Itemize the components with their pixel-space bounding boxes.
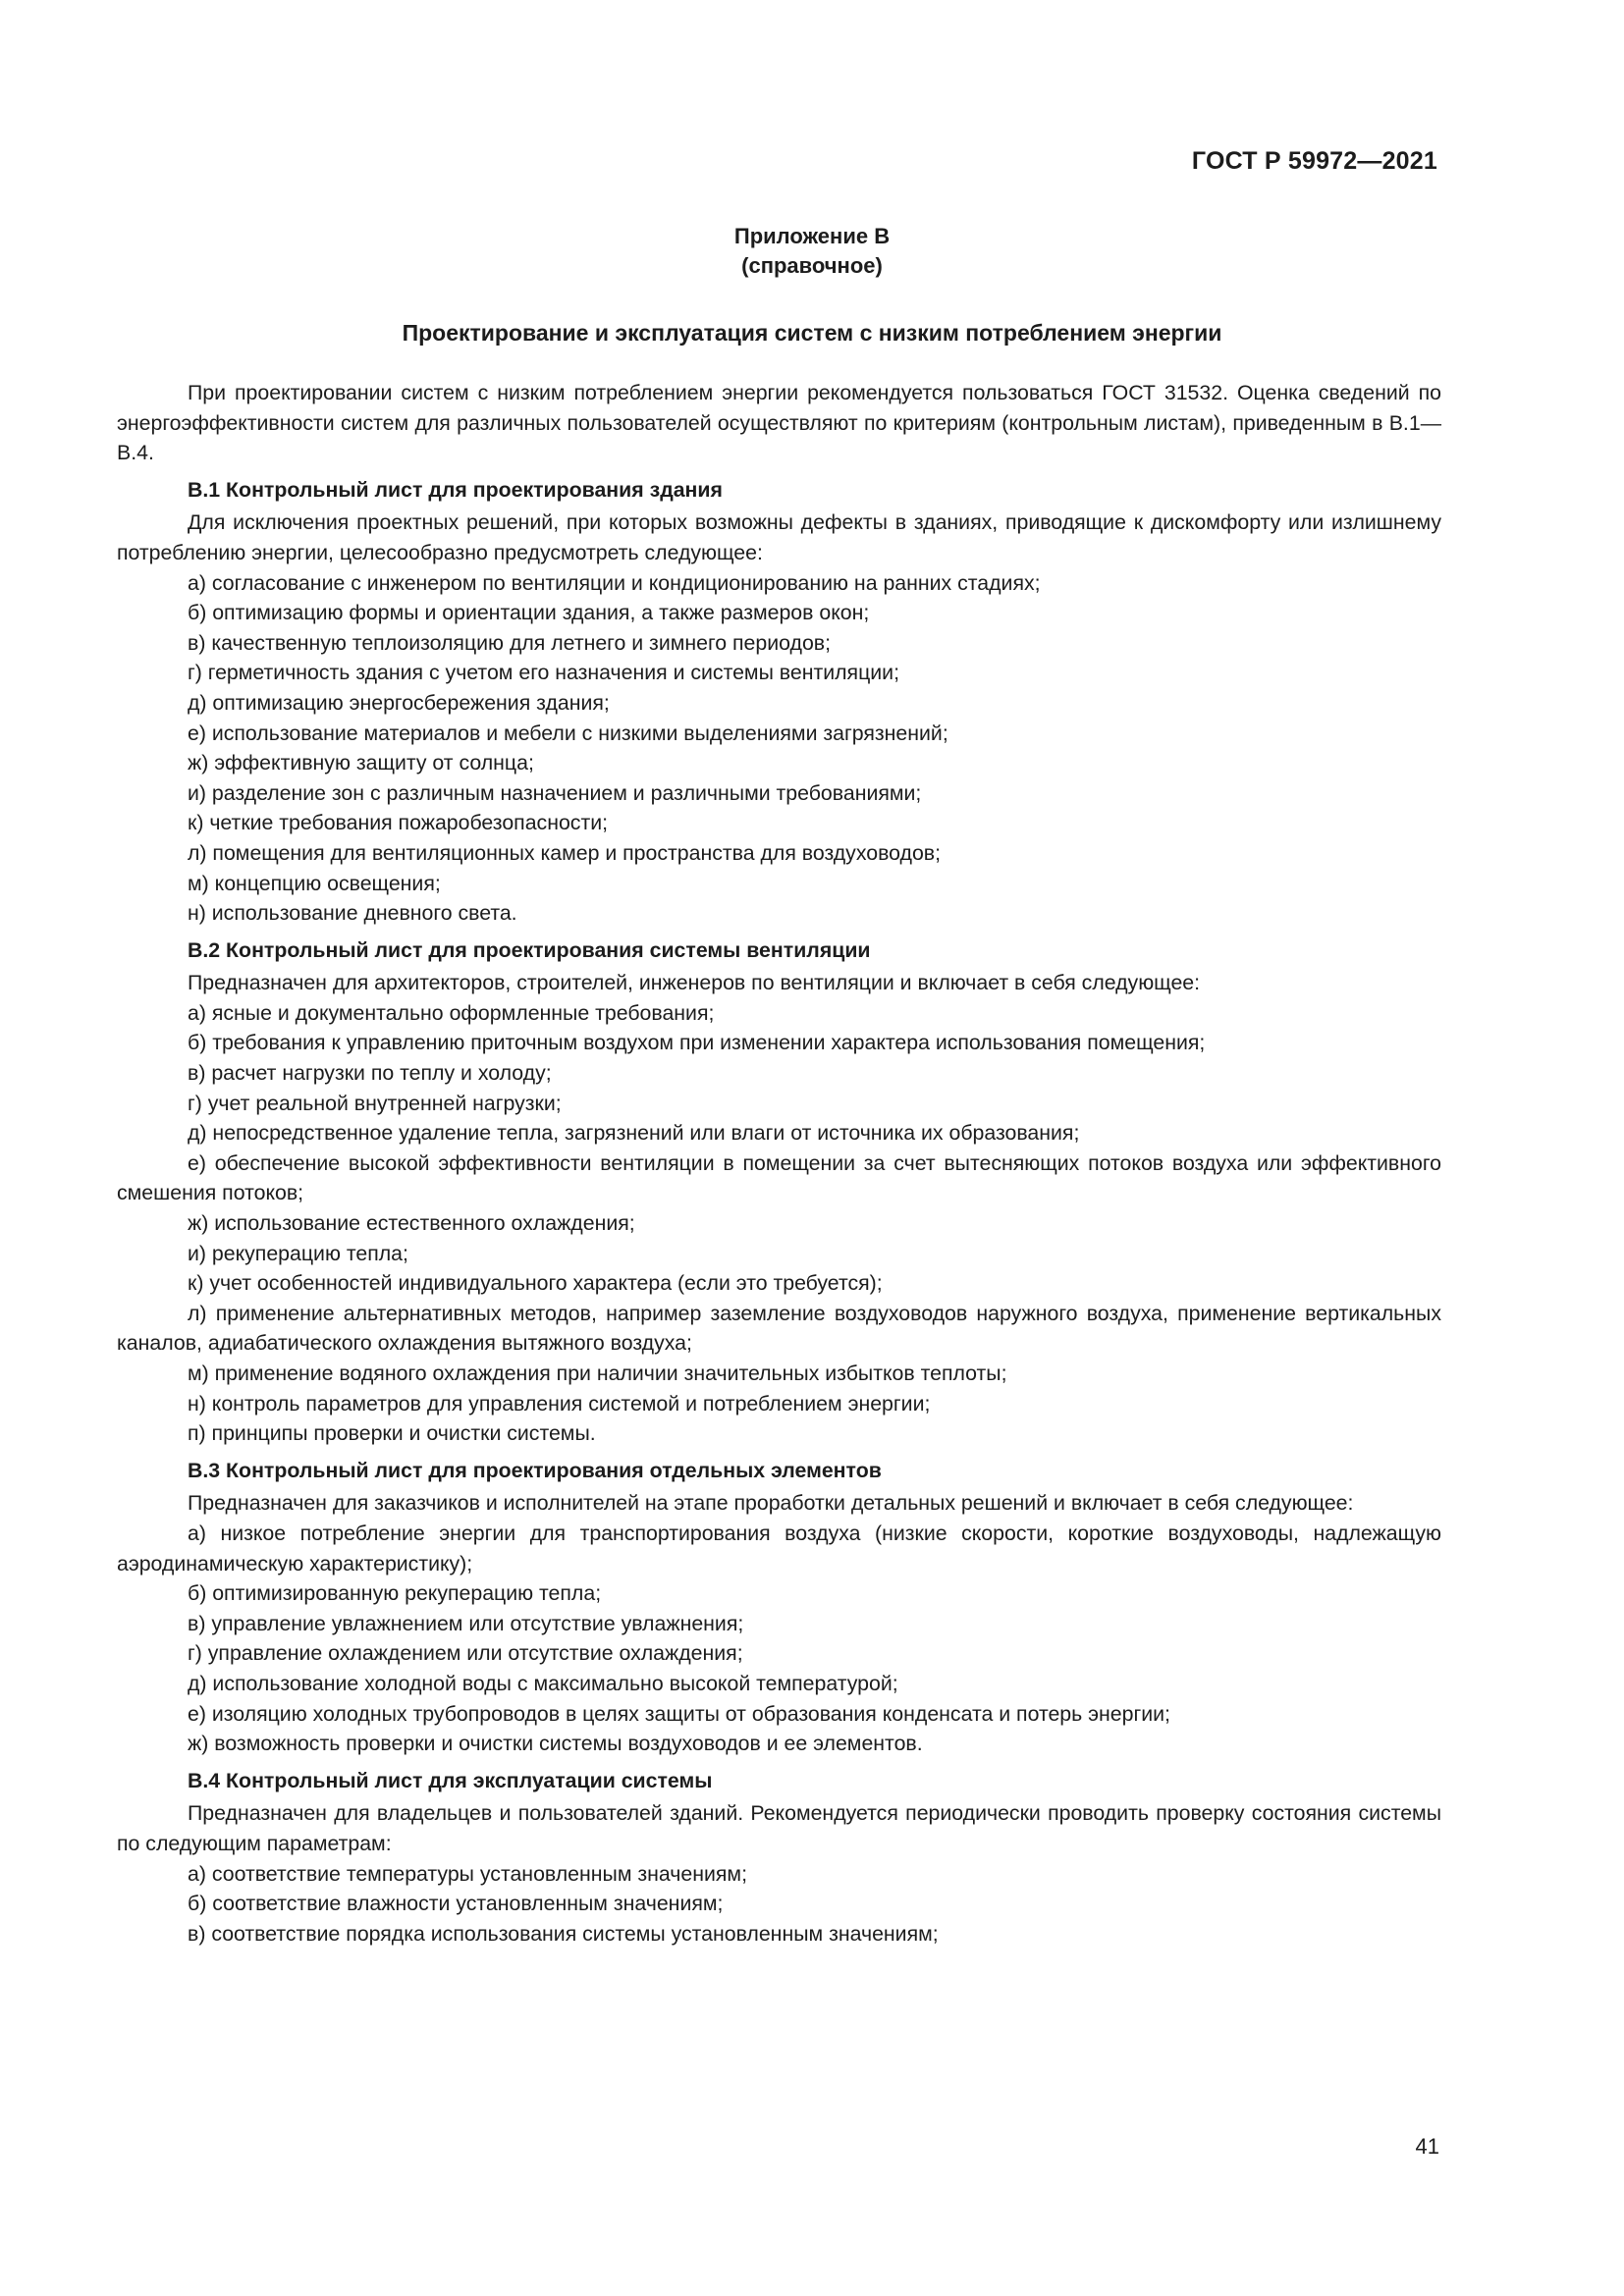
- list-item: г) учет реальной внутренней нагрузки;: [188, 1091, 562, 1115]
- section-intro: Предназначен для архитекторов, строителей, инженеров по вентиляции и включает в себя следующее:: [188, 971, 1201, 995]
- document-id-header: ГОСТ Р 59972—2021: [1191, 147, 1437, 175]
- list-item: н) контроль параметров для управления системой и потреблением энергии;: [188, 1391, 931, 1415]
- intro-paragraph: При проектировании систем с низким потреблением энергии рекомендуется пользоваться ГОСТ 31532. Оценка сведений по энергоэффективности систем для различных пользователей осуществляют по критериям (контрольным листам), приведенным в В.1—В.4.: [117, 381, 1441, 465]
- section-heading: В.2 Контрольный лист для проектирования системы вентиляции: [188, 937, 871, 962]
- list-item: а) низкое потребление энергии для транспортирования воздуха (низкие скорости, короткие воздуховоды, надлежащую аэродинамическую характеристику);: [117, 1521, 1441, 1575]
- list-item: д) использование холодной воды с максимально высокой температурой;: [188, 1671, 898, 1695]
- list-item: и) рекуперацию тепла;: [188, 1241, 408, 1265]
- list-item: б) соответствие влажности установленным значениям;: [188, 1892, 724, 1916]
- annex-title: Проектирование и эксплуатация систем с низким потреблением энергии: [402, 320, 1222, 346]
- section-intro: Предназначен для заказчиков и исполнителей на этапе проработки детальных решений и включает в себя следующее:: [188, 1491, 1354, 1516]
- section-intro: Для исключения проектных решений, при которых возможны дефекты в зданиях, приводящие к дискомфорту или излишнему потреблению энергии, целесообразно предусмотреть следующее:: [117, 510, 1441, 564]
- section-intro: Предназначен для владельцев и пользователей зданий. Рекомендуется периодически проводить проверку состояния системы по следующим параметрам:: [117, 1801, 1441, 1855]
- section-heading: В.1 Контрольный лист для проектирования здания: [188, 477, 723, 502]
- list-item: п) принципы проверки и очистки системы.: [188, 1421, 596, 1446]
- list-item: ж) возможность проверки и очистки системы воздуховодов и ее элементов.: [188, 1732, 923, 1756]
- list-item: в) расчет нагрузки по теплу и холоду;: [188, 1061, 552, 1086]
- list-item: в) соответствие порядка использования системы установленным значениям;: [188, 1921, 939, 1946]
- list-item: к) учет особенностей индивидуального характера (если это требуется);: [188, 1271, 883, 1296]
- list-item: б) оптимизацию формы и ориентации здания, а также размеров окон;: [188, 601, 870, 625]
- annex-type: (справочное): [741, 253, 883, 278]
- document-body: [117, 378, 1441, 1949]
- list-item: а) соответствие температуры установленным значениям;: [188, 1861, 747, 1886]
- list-item: г) герметичность здания с учетом его назначения и системы вентиляции;: [188, 661, 899, 685]
- list-item: а) ясные и документально оформленные требования;: [188, 1000, 715, 1025]
- list-item: г) управление охлаждением или отсутствие охлаждения;: [188, 1641, 743, 1666]
- list-item: м) концепцию освещения;: [188, 871, 441, 895]
- list-item: д) оптимизацию энергосбережения здания;: [188, 690, 610, 715]
- annex-label: Приложение В: [733, 224, 891, 248]
- list-item: л) применение альтернативных методов, например заземление воздуховодов наружного воздуха, применение вертикальных каналов, адиабатического охлаждения вытяжного воздуха;: [117, 1301, 1441, 1356]
- list-item: д) непосредственное удаление тепла, загрязнений или влаги от источника их образования;: [188, 1121, 1080, 1146]
- list-item: е) использование материалов и мебели с низкими выделениями загрязнений;: [188, 721, 948, 745]
- list-item: л) помещения для вентиляционных камер и пространства для воздуховодов;: [188, 840, 942, 865]
- section-b3: [117, 1456, 1441, 1759]
- list-item: и) разделение зон с различным назначением и различными требованиями;: [188, 780, 922, 805]
- list-item: е) обеспечение высокой эффективности вентиляции в помещении за счет вытесняющих потоков воздуха или эффективного смешения потоков;: [117, 1150, 1441, 1205]
- list-item: к) четкие требования пожаробезопасности;: [188, 811, 609, 835]
- list-item: б) требования к управлению приточным воздухом при изменении характера использования помещения;: [188, 1031, 1206, 1055]
- list-item: в) качественную теплоизоляцию для летнего и зимнего периодов;: [188, 630, 832, 655]
- section-heading: В.3 Контрольный лист для проектирования отдельных элементов: [188, 1458, 882, 1482]
- page-number: 41: [1415, 2134, 1439, 2159]
- section-b1: [117, 475, 1441, 929]
- section-b4: [117, 1766, 1441, 1949]
- list-item: е) изоляцию холодных трубопроводов в целях защиты от образования конденсата и потерь энергии;: [188, 1701, 1170, 1726]
- list-item: ж) эффективную защиту от солнца;: [188, 751, 534, 775]
- list-item: н) использование дневного света.: [188, 901, 517, 926]
- list-item: м) применение водяного охлаждения при наличии значительных избытков теплоты;: [188, 1362, 1007, 1385]
- annex-heading: [0, 222, 1624, 281]
- section-b2: [117, 935, 1441, 1449]
- list-item: б) оптимизированную рекуперацию тепла;: [188, 1581, 602, 1606]
- list-item: в) управление увлажнением или отсутствие увлажнения;: [188, 1611, 744, 1635]
- list-item: ж) использование естественного охлаждения;: [188, 1211, 635, 1236]
- section-heading: В.4 Контрольный лист для эксплуатации системы: [188, 1768, 713, 1792]
- list-item: а) согласование с инженером по вентиляции и кондиционированию на ранних стадиях;: [188, 570, 1041, 595]
